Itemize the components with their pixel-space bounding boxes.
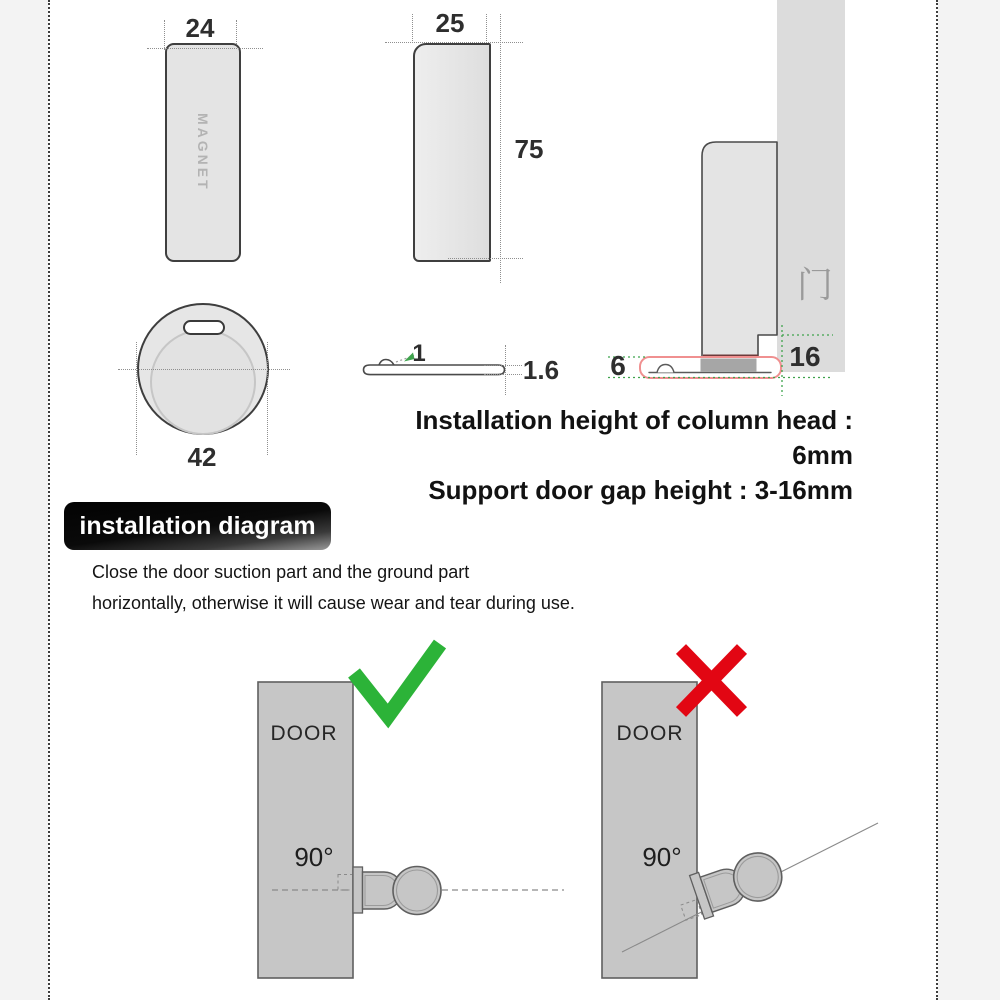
installation-badge: installation diagram bbox=[64, 502, 331, 550]
angle-label: 90° bbox=[642, 842, 682, 872]
correct-example bbox=[250, 635, 570, 985]
door-label: DOOR bbox=[616, 722, 684, 745]
door-label: DOOR bbox=[270, 722, 338, 745]
note-line-1: Installation height of column head : 6mm bbox=[415, 405, 853, 470]
stopper-head bbox=[393, 867, 441, 915]
page-border-left bbox=[48, 0, 50, 1000]
dim-line bbox=[486, 14, 487, 43]
tilted-stopper bbox=[689, 846, 788, 920]
note-line-2: Support door gap height : 3-16mm bbox=[428, 475, 853, 505]
left-margin-strip bbox=[0, 0, 48, 1000]
installation-notes bbox=[390, 403, 853, 508]
description-line-1: Close the door suction part and the ground part bbox=[92, 562, 470, 582]
head-height-label: 6 bbox=[610, 350, 626, 381]
dim-line bbox=[505, 345, 506, 395]
dim-line bbox=[164, 20, 165, 50]
door-panel bbox=[777, 0, 845, 372]
check-icon bbox=[354, 644, 440, 716]
description-line-2: horizontally, otherwise it will cause wear and tear during use. bbox=[92, 593, 575, 613]
base-top-slot bbox=[183, 320, 225, 335]
plate-bump-shape bbox=[379, 360, 394, 366]
door-section-view bbox=[600, 0, 860, 400]
magnet-body-text: MAGNET bbox=[195, 113, 211, 192]
base-diameter-label: 42 bbox=[187, 442, 217, 472]
right-margin-strip bbox=[938, 0, 1000, 1000]
plate-thickness-label: 1.6 bbox=[522, 355, 560, 385]
magnet-front-width-label: 24 bbox=[185, 13, 215, 43]
dim-line bbox=[136, 342, 137, 455]
wrong-example bbox=[560, 635, 900, 985]
magnet-front-view bbox=[165, 43, 241, 262]
magnet-side-height-label: 75 bbox=[514, 134, 544, 164]
dim-line bbox=[448, 258, 523, 259]
dim-line bbox=[147, 48, 263, 49]
dim-line bbox=[267, 342, 268, 455]
cross-icon bbox=[681, 649, 742, 712]
dim-line bbox=[412, 14, 413, 43]
base-magnet-block bbox=[701, 359, 757, 372]
dim-line bbox=[500, 14, 501, 283]
door-suction-body bbox=[702, 142, 777, 358]
base-top-inner-ring bbox=[150, 329, 256, 435]
gap-height-label: 16 bbox=[789, 341, 821, 372]
plate-bump-label: 1 bbox=[412, 340, 426, 367]
page-border-right bbox=[936, 0, 938, 1000]
magnet-side-width-label: 25 bbox=[435, 8, 465, 38]
magnet-side-view bbox=[413, 43, 491, 262]
stopper-mount bbox=[353, 867, 363, 913]
angle-label: 90° bbox=[294, 842, 334, 872]
installation-description bbox=[92, 557, 592, 619]
door-hanzi-label: 门 bbox=[797, 264, 834, 305]
dim-line bbox=[118, 369, 290, 370]
